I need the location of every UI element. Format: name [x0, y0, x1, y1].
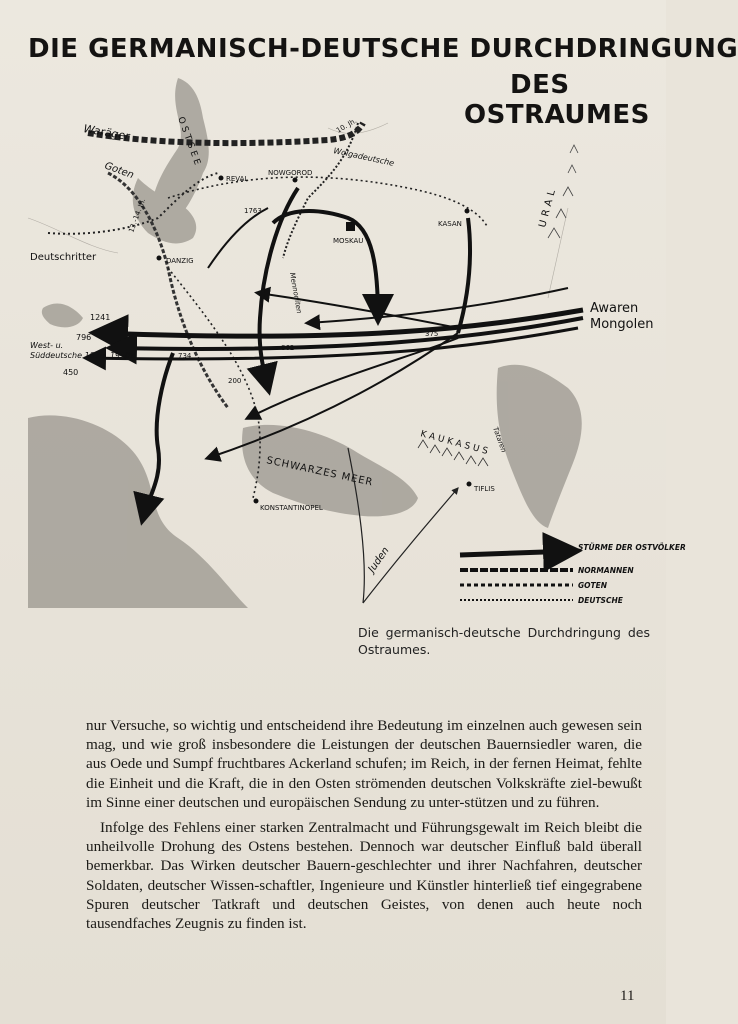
label-734: 734: [178, 352, 192, 360]
label-1763: 1763: [244, 207, 262, 215]
label-west-sued: West- u.: [30, 341, 64, 350]
label-mennoniten: Mennoniten: [288, 271, 304, 315]
label-tataren: Tataren: [491, 425, 508, 454]
label-nowgorod: NOWGOROD: [268, 169, 313, 177]
legend-stuerme: STÜRME DER OSTVÖLKER: [578, 543, 686, 552]
sea-areas: [28, 78, 582, 608]
label-ostsee: OSTSEE: [175, 115, 203, 170]
label-schwarzes-meer: SCHWARZES MEER: [265, 455, 375, 489]
label-moskau: MOSKAU: [333, 237, 364, 245]
map-legend: [460, 543, 686, 605]
label-konstantinopel: KONSTANTINOPEL: [260, 504, 323, 512]
label-mongolen: Mongolen: [590, 317, 654, 332]
label-862: 862: [281, 344, 295, 352]
label-kasan: KASAN: [438, 220, 462, 228]
paragraph-2: Infolge des Fehlens einer starken Zentralmacht und Führungsgewalt im Reich bleibt die unheilvolle Drohung des Ostens bestehen. Dennoch war deutscher Einfluß bald überall bemerkbar. Das Wirken deutscher Bauern-geschlechter und ihrer Nachfahren, deutscher Soldaten, deutscher Wissen-schaftler, Ingenieure und Künstler hinterließ tief eingegrabene Spuren deutscher Tatkraft und deutschen Geistes, von denen auch heute noch tausendfaches Zeugnis zu finden ist.: [86, 819, 642, 933]
label-wolgadeutsche: Wolgadeutsche: [332, 146, 395, 168]
map-caption: Die germanisch-deutsche Durchdringung des Ostraumes.: [358, 625, 650, 657]
title-line-2: DES: [510, 70, 570, 100]
label-10jh: 10. Jh.: [335, 116, 359, 135]
label-200: 200: [228, 377, 242, 385]
body-text: [86, 716, 642, 933]
paragraph-1: nur Versuche, so wichtig und entscheidend ihre Bedeutung im einzelnen auch gewesen sein mag, und wie groß insbesondere die Leistungen der deutschen Bauernsiedler waren, die aus Oede und Sumpf fruchtbares Ackerland schufen; im Reich, in der fernen Heimat, fehlte die Einheit und die Kraft, die in den Osten strömenden deutschen Volkskräfte ziel-bewußt im Sinne einer deutschen und europäischen Sendung zu unter-stützen und zu führen.: [86, 717, 642, 811]
label-kaukasus: KAUKASUS: [419, 429, 492, 458]
legend-goten: GOTEN: [578, 581, 608, 590]
legend-normannen: NORMANNEN: [578, 566, 634, 575]
label-awaren: Awaren: [590, 301, 639, 316]
label-goten: Goten: [102, 160, 136, 182]
label-tiflis: TIFLIS: [474, 485, 495, 493]
title-line-1: DIE GERMANISCH-DEUTSCHE DURCHDRINGUNG: [28, 34, 738, 64]
legend-deutsche: DEUTSCHE: [578, 596, 623, 605]
label-danzig: DANZIG: [166, 257, 194, 265]
label-deutschritter: Deutschritter: [30, 252, 97, 263]
label-juden: Juden: [366, 545, 392, 575]
label-ural: URAL: [537, 185, 559, 229]
label-reval: REVAL: [226, 175, 249, 183]
label-1241: 1241: [90, 313, 111, 322]
label-450: 450: [63, 368, 79, 377]
label-warager: Waräger: [82, 122, 131, 144]
label-13jh: 13.-14. Jh.: [127, 197, 148, 234]
label-375: 375: [425, 330, 439, 338]
page-number: 11: [620, 988, 635, 1004]
label-sueddeutsche: Süddeutsche 18. u. 19. Jh.: [30, 351, 136, 360]
title-line-3: OSTRAUMES: [464, 100, 650, 130]
label-796: 796: [76, 333, 92, 342]
